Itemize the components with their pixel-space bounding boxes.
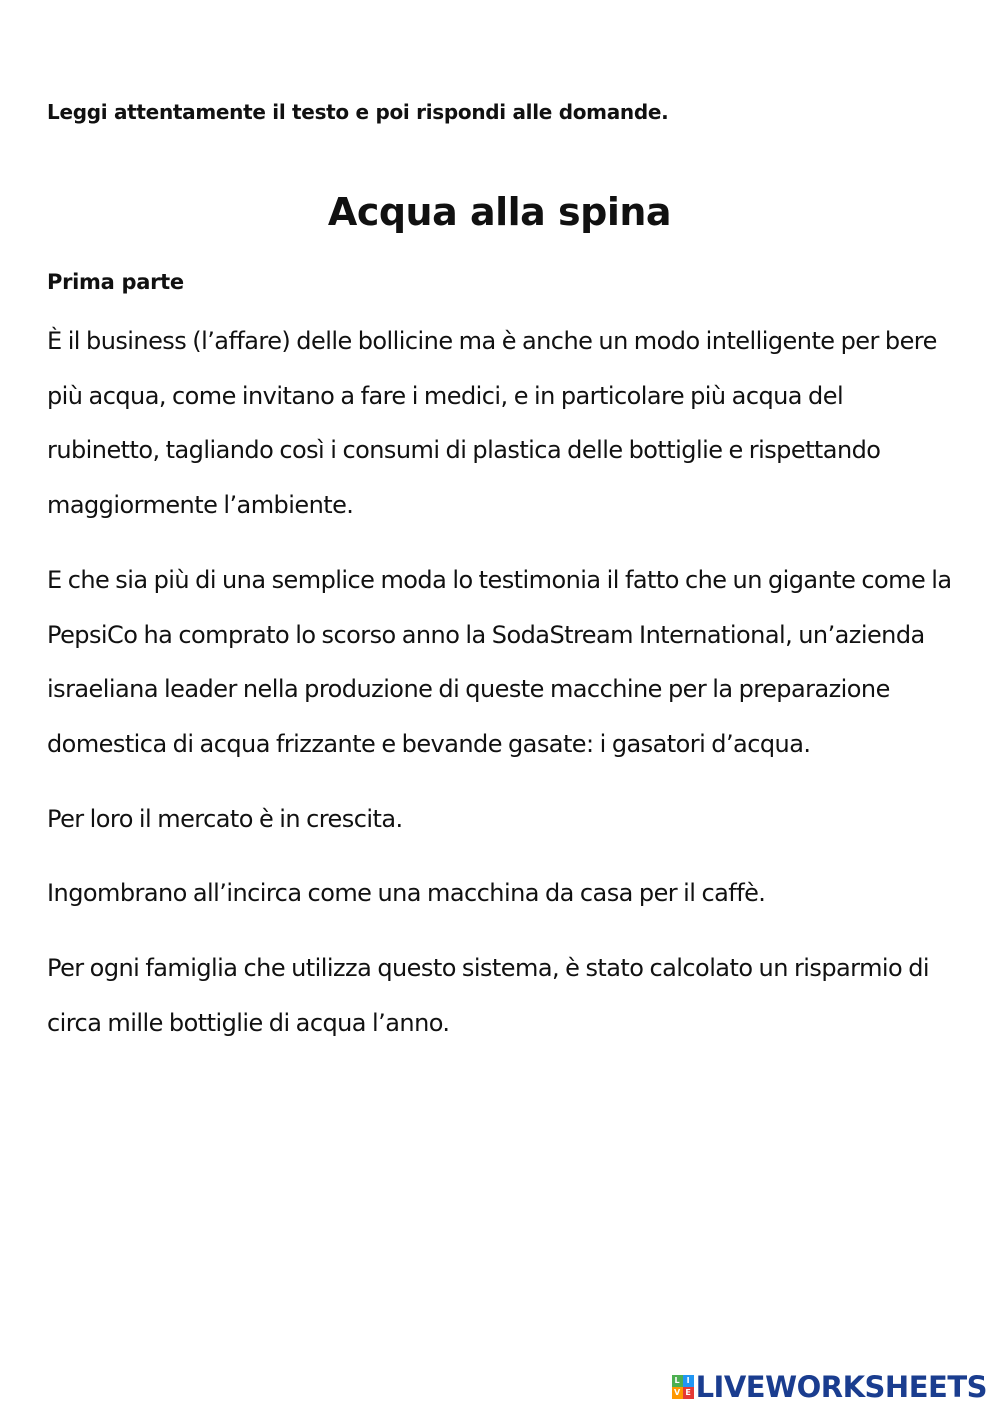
logo-mark-tile: V <box>672 1387 683 1399</box>
logo-mark-tile: E <box>683 1387 694 1399</box>
article-body <box>47 314 952 1070</box>
instruction-text: Leggi attentamente il testo e poi rispondi alle domande. <box>47 100 669 124</box>
page-title: Acqua alla spina <box>327 190 672 234</box>
logo-text: LIVEWORKSHEETS <box>695 1370 987 1404</box>
paragraph-1: È il business (l’affare) delle bollicine ma è anche un modo intelligente per bere più acqua, come invitano a fare i medici, e in particolare più acqua del rubinetto, tagliando così i consumi di plastica delle bottiglie e rispettando maggiormente l’ambiente. <box>47 327 937 520</box>
logo-mark-tile: I <box>683 1375 694 1387</box>
logo-mark-tile: L <box>672 1375 683 1387</box>
logo-mark-icon <box>672 1375 694 1399</box>
paragraph-4: Ingombrano all’incirca come una macchina da casa per il caffè. <box>47 879 766 908</box>
liveworksheets-logo <box>672 1370 987 1404</box>
section-subtitle: Prima parte <box>47 270 184 294</box>
paragraph-5: Per ogni famiglia che utilizza questo sistema, è stato calcolato un risparmio di circa mille bottiglie di acqua l’anno. <box>47 954 930 1037</box>
paragraph-2: E che sia più di una semplice moda lo testimonia il fatto che un gigante come la PepsiCo ha comprato lo scorso anno la SodaStream International, un’azienda israeliana leader nella produzione di queste macchine per la preparazione domestica di acqua frizzante e bevande gasate: i gasatori d’acqua. <box>47 565 952 758</box>
paragraph-3: Per loro il mercato è in crescita. <box>47 804 403 833</box>
